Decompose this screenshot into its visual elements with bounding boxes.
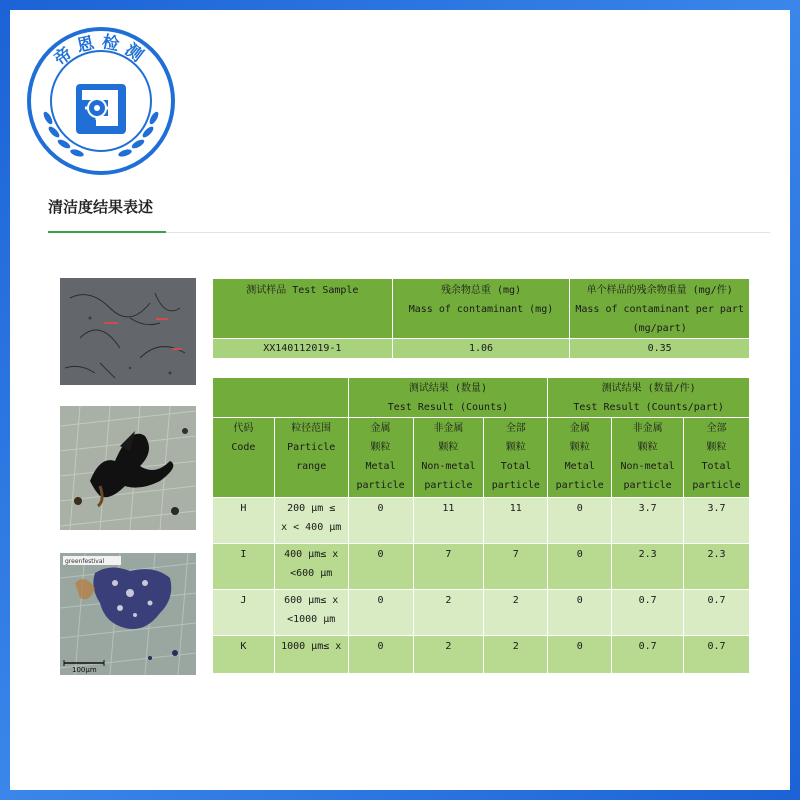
header-total-cn1: 全部 bbox=[505, 423, 526, 434]
header-metal-pp-en1: Metal bbox=[564, 461, 595, 472]
header-total-per-part bbox=[684, 418, 750, 498]
cell-metal: 0 bbox=[348, 498, 413, 544]
header-mass-per-part-cn: 单个样品的残余物重量 (mg/件) bbox=[586, 285, 733, 296]
cell-metal: 0 bbox=[348, 590, 413, 636]
header-metal-en2: particle bbox=[356, 480, 405, 491]
cell-nonmetal-per-part: 0.7 bbox=[612, 636, 684, 674]
cell-nonmetal: 11 bbox=[413, 498, 484, 544]
header-metal-en1: Metal bbox=[365, 461, 396, 472]
cell-total: 7 bbox=[484, 544, 548, 590]
cell-nonmetal: 2 bbox=[413, 590, 484, 636]
cell-code: I bbox=[213, 544, 275, 590]
header-test-result-counts bbox=[348, 378, 548, 418]
table-header-row bbox=[213, 378, 750, 418]
header-nonmetal-pp-en1: Non-metal bbox=[620, 461, 675, 472]
table-row bbox=[213, 498, 750, 544]
cell-nonmetal: 7 bbox=[413, 544, 484, 590]
header-metal-pp-cn2: 颗粒 bbox=[569, 442, 590, 453]
header-total-pp-en2: particle bbox=[692, 480, 741, 491]
header-metal-cn2: 颗粒 bbox=[370, 442, 391, 453]
header-nonmetal-cn2: 颗粒 bbox=[438, 442, 459, 453]
scale-bar-label: 100μm bbox=[72, 666, 97, 674]
header-group2-cn: 测试结果 (数量/件) bbox=[601, 383, 696, 394]
cell-total: 2 bbox=[484, 636, 548, 674]
header-nonmetal-pp-en2: particle bbox=[623, 480, 672, 491]
table-header-row bbox=[213, 279, 750, 339]
cell-total-per-part: 2.3 bbox=[684, 544, 750, 590]
cell-nonmetal-per-part: 3.7 bbox=[612, 498, 684, 544]
header-metal-cn1: 金属 bbox=[370, 423, 391, 434]
cell-metal-per-part: 0 bbox=[548, 636, 612, 674]
header-mass-cn: 残余物总重 (mg) bbox=[440, 285, 522, 296]
cell-nonmetal-per-part: 2.3 bbox=[612, 544, 684, 590]
cell-total: 2 bbox=[484, 590, 548, 636]
cell-sample-id: XX140112019-1 bbox=[213, 339, 393, 359]
cell-metal-per-part: 0 bbox=[548, 590, 612, 636]
cell-range-line2: <600 μm bbox=[290, 568, 333, 579]
header-code bbox=[213, 418, 275, 498]
cell-mass: 1.06 bbox=[392, 339, 570, 359]
cell-metal: 0 bbox=[348, 544, 413, 590]
particle-result-table bbox=[212, 377, 750, 674]
header-metal-pp-cn1: 金属 bbox=[569, 423, 590, 434]
cell-range-line1: 1000 μm≤ x bbox=[281, 641, 342, 652]
cell-total-per-part: 3.7 bbox=[684, 498, 750, 544]
cell-mass-per-part: 0.35 bbox=[570, 339, 750, 359]
contaminant-mass-table bbox=[212, 278, 750, 359]
table-row bbox=[213, 544, 750, 590]
cell-metal-per-part: 0 bbox=[548, 498, 612, 544]
header-mass-en: Mass of contaminant (mg) bbox=[408, 304, 554, 315]
logo-seal-icon bbox=[26, 26, 176, 176]
header-total-en2: particle bbox=[491, 480, 540, 491]
header-test-sample-text: 测试样品 Test Sample bbox=[246, 285, 359, 296]
cell-code: J bbox=[213, 590, 275, 636]
header-group1-cn: 测试结果 (数量) bbox=[408, 383, 487, 394]
cell-range-line2: <1000 μm bbox=[287, 614, 336, 625]
header-nonmetal-en2: particle bbox=[424, 480, 473, 491]
cell-range-line1: 400 μm≤ x bbox=[284, 549, 339, 560]
header-range-en1: Particle bbox=[287, 442, 336, 453]
header-metal-per-part bbox=[548, 418, 612, 498]
header-nonmetal-per-part bbox=[612, 418, 684, 498]
table-row bbox=[213, 590, 750, 636]
cell-total-per-part: 0.7 bbox=[684, 636, 750, 674]
header-blank bbox=[213, 378, 349, 418]
title-divider bbox=[48, 232, 770, 233]
header-nonmetal-pp-cn1: 非金属 bbox=[632, 423, 663, 434]
header-test-result-counts-per-part bbox=[548, 378, 750, 418]
header-mass bbox=[392, 279, 570, 339]
svg-text:帝恩检测: 帝恩检测 bbox=[50, 32, 152, 70]
header-mass-per-part-en: Mass of contaminant per part bbox=[575, 304, 744, 315]
header-total-pp-cn2: 颗粒 bbox=[706, 442, 727, 453]
table-row bbox=[213, 636, 750, 674]
cell-range bbox=[274, 590, 348, 636]
cell-nonmetal: 2 bbox=[413, 636, 484, 674]
microscope-image-fibers bbox=[60, 278, 196, 385]
cell-range bbox=[274, 498, 348, 544]
cell-nonmetal-per-part: 0.7 bbox=[612, 590, 684, 636]
header-nonmetal bbox=[413, 418, 484, 498]
header-mass-per-part-unit: (mg/part) bbox=[632, 323, 687, 334]
cell-total-per-part: 0.7 bbox=[684, 590, 750, 636]
header-nonmetal-en1: Non-metal bbox=[421, 461, 476, 472]
table-subheader-row bbox=[213, 418, 750, 498]
cell-range-line2: x < 400 μm bbox=[281, 522, 342, 533]
header-range-cn: 粒径范围 bbox=[291, 423, 332, 434]
header-test-sample bbox=[213, 279, 393, 339]
cell-code: K bbox=[213, 636, 275, 674]
cell-range-line1: 600 μm≤ x bbox=[284, 595, 339, 606]
header-nonmetal-pp-cn2: 颗粒 bbox=[637, 442, 658, 453]
header-group2-en: Test Result (Counts/part) bbox=[573, 402, 724, 413]
microscope-image-metal-particle bbox=[60, 553, 196, 675]
title-accent-bar bbox=[48, 231, 166, 233]
section-title: 清洁度结果表述 bbox=[48, 198, 154, 216]
cell-total: 11 bbox=[484, 498, 548, 544]
header-total-pp-cn1: 全部 bbox=[706, 423, 727, 434]
header-group1-en: Test Result (Counts) bbox=[387, 402, 509, 413]
cell-range-line1: 200 μm ≤ bbox=[287, 503, 336, 514]
cell-range bbox=[274, 636, 348, 674]
content-card bbox=[10, 10, 790, 790]
header-code-cn: 代码 bbox=[233, 423, 254, 434]
cell-metal-per-part: 0 bbox=[548, 544, 612, 590]
header-total-cn2: 颗粒 bbox=[505, 442, 526, 453]
header-particle-range bbox=[274, 418, 348, 498]
header-metal bbox=[348, 418, 413, 498]
header-total-en1: Total bbox=[500, 461, 531, 472]
header-range-en2: range bbox=[296, 461, 327, 472]
cell-range bbox=[274, 544, 348, 590]
table-row bbox=[213, 339, 750, 359]
image-overlay-label: greenfestival bbox=[65, 558, 105, 565]
cell-code: H bbox=[213, 498, 275, 544]
header-metal-pp-en2: particle bbox=[555, 480, 604, 491]
header-total-pp-en1: Total bbox=[701, 461, 732, 472]
header-nonmetal-cn1: 非金属 bbox=[433, 423, 464, 434]
header-code-en: Code bbox=[231, 442, 256, 453]
header-mass-per-part bbox=[570, 279, 750, 339]
header-total bbox=[484, 418, 548, 498]
cell-metal: 0 bbox=[348, 636, 413, 674]
company-logo bbox=[26, 26, 176, 176]
microscope-image-dark-particle bbox=[60, 406, 196, 530]
